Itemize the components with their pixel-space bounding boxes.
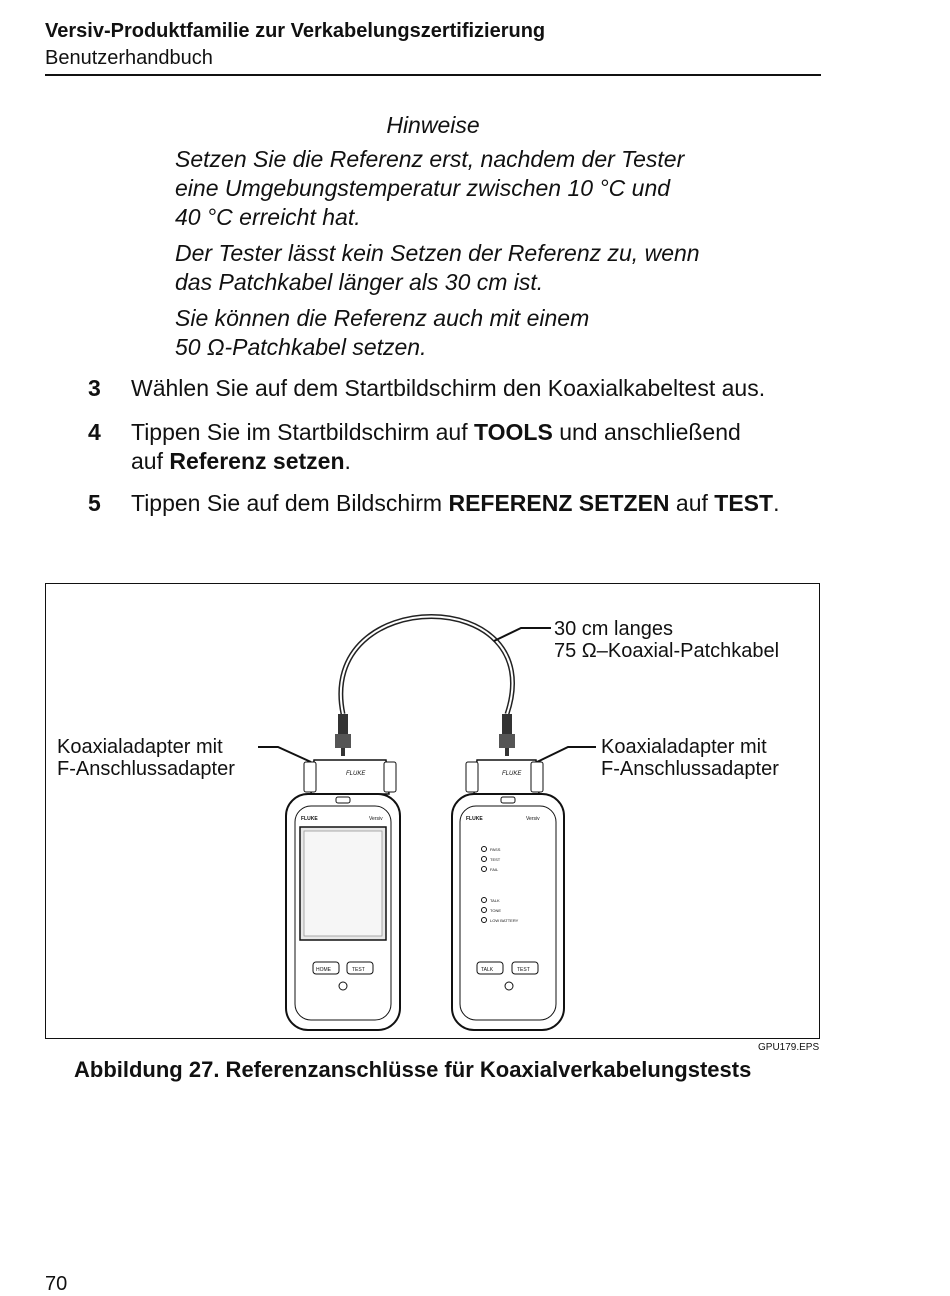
right-adapter-leader-line [537,747,596,762]
power-button [339,982,347,990]
cable-label [554,618,779,662]
step-text-run: Wählen Sie auf dem Startbildschirm den Koaxialkabeltest aus. [131,375,766,401]
led-label: TEST [490,857,501,862]
step-text-run: . [344,448,351,474]
led-label: TONE [490,908,502,913]
led-indicator [482,847,487,852]
note-line: 50 Ω-Patchkabel setzen. [175,334,427,360]
step-emphasis: TOOLS [474,419,553,445]
notes-heading: Hinweise [386,112,480,138]
header-divider [45,74,821,76]
figure-file-id: GPU179.EPS [758,1042,820,1053]
figure-caption: Abbildung 27. Referenzanschlüsse für Koaxialverkabelungstests [74,1057,752,1082]
note-3 [175,304,775,362]
note-line: das Patchkabel länger als 30 cm ist. [175,269,544,295]
home-button-label: HOME [316,967,331,973]
cable-leader-line [494,628,551,641]
cable-label-line: 75 Ω–Koaxial-Patchkabel [554,640,780,662]
left-adapter-label-line: F-Anschlussadapter [57,758,235,780]
header-title: Versiv-Produktfamilie zur Verkabelungszertifizierung [45,20,546,42]
step-emphasis: REFERENZ SETZEN [448,490,670,516]
led-indicator [482,898,487,903]
svg-text:FLUKE: FLUKE [502,771,522,777]
remote-unit-model: Versiv [526,816,540,822]
step-number: 3 [88,375,101,401]
main-unit-brand: FLUKE [301,816,318,822]
right-adapter-label-line: F-Anschlussadapter [601,758,779,780]
talk-button-label: TALK [481,967,494,973]
note-line: Setzen Sie die Referenz erst, nachdem der Tester [175,146,685,172]
header-subtitle: Benutzerhandbuch [45,47,213,69]
led-label: LOW BATTERY [490,918,519,923]
note-line: Der Tester lässt kein Setzen der Referenz zu, wenn [175,240,700,266]
note-line: Sie können die Referenz auch mit einem [175,305,590,331]
led-indicator [482,867,487,872]
step-text-run: und anschließend [552,419,741,445]
note-1 [175,145,775,232]
right-adapter-label-line: Koaxialadapter mit [601,736,767,758]
step-number: 5 [88,490,101,516]
page-number: 70 [45,1273,68,1295]
left-adapter-label [57,736,235,780]
patch-cable [341,617,513,715]
right-coax-adapter [466,760,543,794]
led-label: PASS [490,847,501,852]
note-line: eine Umgebungstemperatur zwischen 10 °C und [175,175,671,201]
note-2 [175,239,775,297]
note-line: 40 °C erreicht hat. [175,204,361,230]
led-indicator [482,857,487,862]
figure-frame [45,583,820,1039]
step-emphasis: Referenz setzen [169,448,345,474]
left-adapter-leader-line [258,747,311,762]
right-adapter-label [601,736,779,780]
right-cable-connector [499,714,515,756]
led-indicator [482,918,487,923]
step-text-run: Tippen Sie auf dem Bildschirm [131,490,449,516]
step-text-run: auf [131,448,170,474]
step-text-run: Tippen Sie im Startbildschirm auf [131,419,475,445]
remote-test-button-label: TEST [517,967,530,973]
led-label: FAIL [490,867,499,872]
remote-unit-brand: FLUKE [466,816,483,822]
step-number: 4 [88,419,101,445]
step-text-run: auf [669,490,715,516]
step-emphasis: TEST [714,490,774,516]
cable-label-line: 30 cm langes [554,618,673,640]
step-text [131,374,851,403]
led-indicator [482,908,487,913]
step-text-run: . [773,490,780,516]
left-coax-adapter [304,760,396,794]
left-cable-connector [335,714,351,756]
left-adapter-label-line: Koaxialadapter mit [57,736,223,758]
test-button-label: TEST [352,967,365,973]
main-tester-unit [286,794,400,1030]
led-label: TALK [490,898,500,903]
remote-power-button [505,982,513,990]
step-text [131,489,851,518]
step-text [131,418,851,476]
main-unit-model: Versiv [369,816,383,822]
svg-text:FLUKE: FLUKE [346,771,366,777]
remote-tester-unit [452,794,564,1030]
